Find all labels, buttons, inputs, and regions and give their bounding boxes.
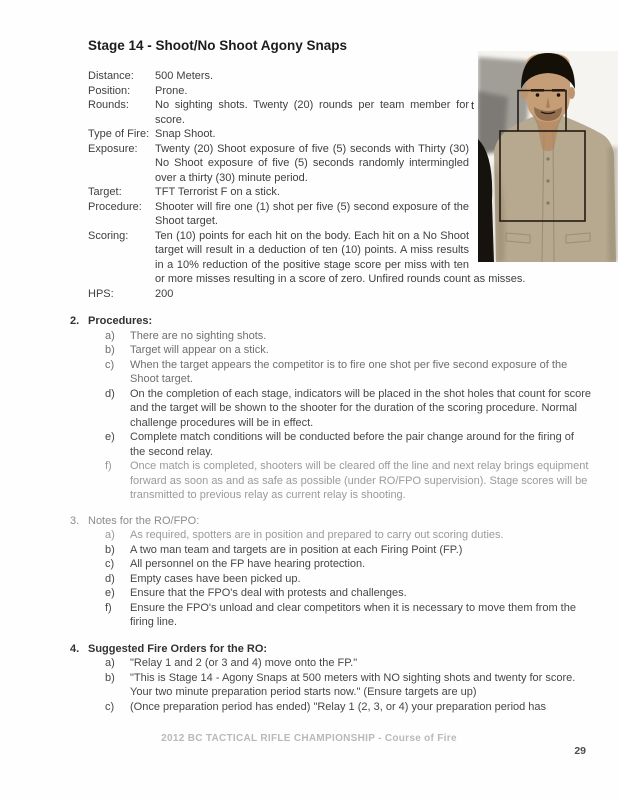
section-notes-ro-fpo	[70, 514, 592, 630]
list-item	[70, 601, 592, 630]
item-text: Target will appear on a stick.	[130, 344, 269, 356]
item-text: On the completion of each stage, indicators will be placed in the shot holes that count for score and the target will be shown to the shooter for the duration of the scoring procedure. Normal challenge procedures will be in effect.	[130, 387, 592, 429]
list-item	[70, 459, 592, 503]
list-item	[70, 343, 592, 358]
section-items	[70, 528, 592, 630]
section-heading	[70, 642, 592, 657]
stage-spec-list	[88, 69, 592, 301]
item-letter: e)	[105, 431, 115, 443]
list-item	[70, 543, 592, 558]
item-text: A two man team and targets are in position at each Firing Point (FP.)	[130, 543, 463, 556]
spec-value: 500 Meters.	[155, 70, 214, 82]
section-title: Suggested Fire Orders for the RO:	[88, 642, 268, 655]
section-fire-orders	[70, 642, 592, 715]
item-letter: a)	[105, 329, 115, 342]
item-letter: d)	[105, 572, 115, 585]
item-letter: a)	[105, 657, 115, 669]
spec-row-target	[88, 185, 592, 200]
item-letter: c)	[105, 358, 115, 371]
spec-row-distance	[88, 69, 592, 84]
item-letter: e)	[105, 587, 115, 599]
spec-label: Rounds:	[88, 99, 129, 111]
list-item	[70, 557, 592, 572]
spec-value: Snap Shoot.	[155, 128, 216, 140]
spec-value: Shooter will fire one (1) shot per five (5) second exposure of the Shoot target.	[155, 200, 469, 227]
spec-row-procedure	[88, 200, 592, 229]
item-text: Ensure the FPO's unload and clear competitors when it is necessary to move them from the firing line.	[130, 601, 576, 628]
section-title: Notes for the RO/FPO:	[88, 514, 200, 527]
spec-label: Position:	[88, 84, 131, 97]
list-item	[70, 656, 592, 671]
spec-label: Exposure:	[88, 142, 138, 155]
item-text: All personnel on the FP have hearing protection.	[130, 558, 366, 570]
page-number: 29	[574, 745, 586, 757]
spec-row-exposure	[88, 142, 592, 186]
footer-text: 2012 BC TACTICAL RIFLE CHAMPIONSHIP - Course of Fire	[161, 733, 457, 744]
list-item	[70, 572, 592, 587]
item-letter: c)	[105, 558, 115, 570]
spec-row-type-of-fire	[88, 127, 592, 142]
page-title: Stage 14 - Shoot/No Shoot Agony Snaps	[88, 38, 348, 53]
list-item	[70, 528, 592, 543]
spec-row-hps	[88, 287, 592, 302]
spec-value: No sighting shots. Twenty (20) rounds per team member for score.	[155, 99, 469, 126]
spec-value: TFT Terrorist F on a stick.	[155, 186, 280, 198]
item-text: There are no sighting shots.	[130, 329, 267, 342]
item-letter: b)	[105, 344, 115, 356]
spec-label: Distance:	[88, 70, 134, 82]
section-number: 3.	[70, 514, 80, 527]
spec-label: HPS:	[88, 287, 114, 300]
item-text: Empty cases have been picked up.	[130, 572, 301, 585]
section-title: Procedures:	[88, 315, 153, 327]
section-heading	[70, 314, 592, 329]
spec-value: Twenty (20) Shoot exposure of five (5) seconds with Thirty (30) No Shoot exposure of five (5) seconds randomly intermingled over a thirty (30) minute period.	[155, 142, 469, 184]
spec-label: Type of Fire:	[88, 128, 150, 140]
spec-value: Prone.	[155, 84, 188, 97]
spec-value: 200	[155, 287, 174, 300]
item-letter: b)	[105, 543, 115, 556]
overlapped-text-fragment: t	[471, 100, 475, 112]
list-item	[70, 329, 592, 344]
item-letter: d)	[105, 387, 115, 400]
item-letter: c)	[105, 700, 115, 713]
spec-row-position	[88, 84, 592, 99]
item-text: "Relay 1 and 2 (or 3 and 4) move onto the FP."	[130, 657, 358, 669]
list-item	[70, 358, 592, 387]
section-heading	[70, 514, 592, 529]
list-item	[70, 387, 592, 431]
item-text: Complete match conditions will be conducted before the pair change around for the firing of the second relay.	[130, 431, 574, 458]
spec-label: Procedure:	[88, 200, 142, 213]
section-number: 4.	[70, 642, 80, 655]
list-item	[70, 430, 592, 459]
section-procedures	[70, 314, 592, 503]
spec-label: Target:	[88, 186, 122, 198]
item-letter: f)	[105, 460, 112, 472]
item-text: Once match is completed, shooters will be cleared off the line and next relay brings equipment forward as soon as and as safe as possible (under RO/FPO supervision). Stage scores will be transmitted to previous relay as current relay is shooting.	[130, 460, 589, 501]
item-text: "This is Stage 14 - Agony Snaps at 500 meters with NO sighting shots and twenty for score. Your two minute preparation period starts now." (Ensure targets are up)	[130, 671, 576, 698]
spec-row-rounds	[88, 98, 592, 127]
item-letter: b)	[105, 671, 115, 684]
item-text: When the target appears the competitor is to fire one shot per five second exposure of the Shoot target.	[130, 358, 568, 385]
section-items	[70, 329, 592, 503]
spec-row-scoring	[88, 229, 592, 287]
item-text: As required, spotters are in position and prepared to carry out scoring duties.	[130, 529, 504, 541]
spec-value: Ten (10) points for each hit on the body. Each hit on a No Shoot target will result in a deduction of ten (10) points. A miss results in a 10% reduction of the positive stage score per miss with ten or more misses resulting in a score of zero. Unfired rounds count as misses.	[155, 229, 526, 285]
section-number: 2.	[70, 315, 80, 327]
list-item	[70, 700, 592, 715]
list-item	[70, 671, 592, 700]
item-letter: a)	[105, 529, 115, 541]
list-item	[70, 586, 592, 601]
section-items	[70, 656, 592, 714]
item-text: (Once preparation period has ended) "Relay 1 (2, 3, or 4) your preparation period has	[130, 700, 547, 713]
spec-label: Scoring:	[88, 229, 129, 242]
item-letter: f)	[105, 601, 112, 614]
item-text: Ensure that the FPO's deal with protests and challenges.	[130, 587, 407, 599]
